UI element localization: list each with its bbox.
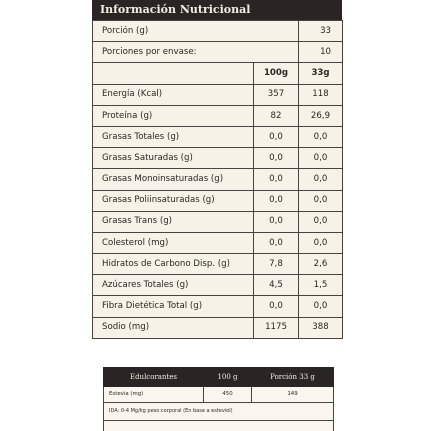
nutrient-label: Grasas Totales (g) bbox=[93, 126, 254, 147]
nutrient-row bbox=[93, 317, 343, 338]
nutrient-row bbox=[93, 254, 343, 275]
nutrient-per-100g: 4,5 bbox=[254, 275, 299, 296]
sweeteners-panel bbox=[103, 367, 333, 431]
nutrient-per-portion: 0,0 bbox=[299, 211, 343, 232]
nutrient-per-portion: 0,0 bbox=[299, 296, 343, 317]
nutrient-per-portion: 2,6 bbox=[299, 254, 343, 275]
sweeteners-col-100g: 100 g bbox=[204, 368, 252, 387]
portion-value: 33 bbox=[299, 21, 343, 42]
nutrient-per-100g: 0,0 bbox=[254, 169, 299, 190]
nutrient-per-portion: 1,5 bbox=[299, 275, 343, 296]
sweetener-per-portion: 149 bbox=[252, 387, 334, 403]
nutrient-per-portion: 0,0 bbox=[299, 232, 343, 253]
portion-label: Porción (g) bbox=[93, 21, 299, 42]
sweeteners-tail-cell bbox=[104, 421, 334, 431]
nutrient-per-portion: 0,0 bbox=[299, 169, 343, 190]
sweeteners-col-label: Edulcorantes bbox=[104, 368, 204, 387]
nutrient-per-portion: 0,0 bbox=[299, 126, 343, 147]
nutrient-row bbox=[93, 126, 343, 147]
nutrient-per-100g: 0,0 bbox=[254, 126, 299, 147]
nutrition-table bbox=[92, 20, 343, 339]
nutrient-per-portion: 0,0 bbox=[299, 190, 343, 211]
nutrient-label: Sodio (mg) bbox=[93, 317, 254, 338]
nutrient-label: Proteína (g) bbox=[93, 105, 254, 126]
nutrition-facts-panel bbox=[92, 0, 342, 339]
nutrient-per-100g: 357 bbox=[254, 84, 299, 105]
nutrient-per-100g: 0,0 bbox=[254, 211, 299, 232]
nutrient-row bbox=[93, 190, 343, 211]
nutrient-row bbox=[93, 84, 343, 105]
nutrient-per-100g: 0,0 bbox=[254, 232, 299, 253]
sweetener-per-100g: 450 bbox=[204, 387, 252, 403]
nutrient-label: Energía (Kcal) bbox=[93, 84, 254, 105]
sweeteners-col-portion: Porción 33 g bbox=[252, 368, 334, 387]
nutrient-row bbox=[93, 105, 343, 126]
nutrient-row bbox=[93, 275, 343, 296]
nutrient-row bbox=[93, 211, 343, 232]
nutrient-per-100g: 7,8 bbox=[254, 254, 299, 275]
nutrient-per-100g: 82 bbox=[254, 105, 299, 126]
nutrient-row bbox=[93, 232, 343, 253]
nutrient-per-portion: 0,0 bbox=[299, 148, 343, 169]
sweeteners-header-row bbox=[104, 368, 334, 387]
nutrient-label: Azúcares Totales (g) bbox=[93, 275, 254, 296]
units-header-row bbox=[93, 63, 343, 84]
nutrient-label: Grasas Poliinsaturadas (g) bbox=[93, 190, 254, 211]
servings-value: 10 bbox=[299, 42, 343, 63]
header-100g: 100g bbox=[254, 63, 299, 84]
nutrient-row bbox=[93, 169, 343, 190]
sweeteners-tail-row bbox=[104, 421, 334, 431]
sweetener-row bbox=[104, 387, 334, 403]
nutrient-per-portion: 26,9 bbox=[299, 105, 343, 126]
nutrient-label: Colesterol (mg) bbox=[93, 232, 254, 253]
nutrient-label: Grasas Monoinsaturadas (g) bbox=[93, 169, 254, 190]
sweeteners-note: IDA: 0-4 Mg/kg peso corporal (En base a esteviol) bbox=[104, 403, 334, 421]
header-portion: 33g bbox=[299, 63, 343, 84]
nutrient-label: Fibra Dietética Total (g) bbox=[93, 296, 254, 317]
nutrient-per-portion: 118 bbox=[299, 84, 343, 105]
portion-row bbox=[93, 21, 343, 42]
nutrient-per-100g: 1175 bbox=[254, 317, 299, 338]
sweeteners-table bbox=[103, 367, 334, 431]
sweeteners-note-row bbox=[104, 403, 334, 421]
nutrient-per-100g: 0,0 bbox=[254, 296, 299, 317]
servings-row bbox=[93, 42, 343, 63]
nutrient-per-portion: 388 bbox=[299, 317, 343, 338]
nutrient-row bbox=[93, 296, 343, 317]
nutrition-title: Información Nutricional bbox=[92, 0, 342, 20]
nutrient-label: Hidratos de Carbono Disp. (g) bbox=[93, 254, 254, 275]
nutrient-per-100g: 0,0 bbox=[254, 148, 299, 169]
units-header-blank bbox=[93, 63, 254, 84]
nutrient-per-100g: 0,0 bbox=[254, 190, 299, 211]
nutrient-row bbox=[93, 148, 343, 169]
sweetener-label: Estevia (mg) bbox=[104, 387, 204, 403]
nutrient-label: Grasas Saturadas (g) bbox=[93, 148, 254, 169]
nutrient-label: Grasas Trans (g) bbox=[93, 211, 254, 232]
servings-label: Porciones por envase: bbox=[93, 42, 299, 63]
